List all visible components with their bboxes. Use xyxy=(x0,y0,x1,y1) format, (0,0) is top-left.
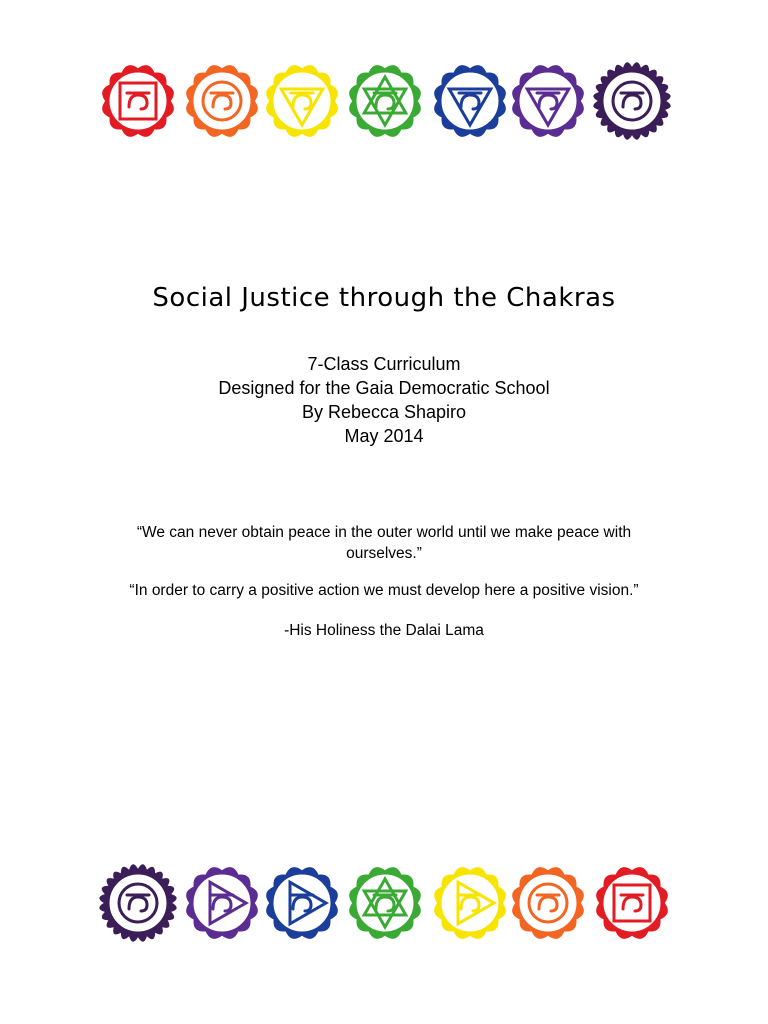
curriculum-line: 7-Class Curriculum xyxy=(307,354,461,374)
date-line: May 2014 xyxy=(344,426,424,446)
bottom-chakra-row xyxy=(0,853,768,953)
root-chakra-icon xyxy=(596,867,668,939)
sacral-chakra-icon xyxy=(186,65,258,137)
crown-chakra-icon xyxy=(593,62,670,139)
quote-attribution: -His Holiness the Dalai Lama xyxy=(284,622,484,639)
quote-2: “In order to carry a positive action we must develop here a positive vision.” xyxy=(129,582,639,599)
quote-1: “We can never obtain peace in the outer world until we make peace with ourselves.” xyxy=(136,524,632,562)
third-eye-chakra-icon xyxy=(186,867,258,939)
top-chakra-row xyxy=(0,51,768,151)
heart-chakra-icon xyxy=(349,65,421,137)
document-info xyxy=(0,352,768,448)
root-chakra-icon xyxy=(102,65,174,137)
throat-chakra-icon xyxy=(266,867,338,939)
chakra-row-svg xyxy=(0,853,768,953)
third-eye-chakra-icon xyxy=(512,65,584,137)
heart-chakra-icon xyxy=(349,867,421,939)
solar-plexus-chakra-icon xyxy=(266,65,338,137)
crown-chakra-icon xyxy=(99,864,176,941)
chakra-row-svg xyxy=(0,51,768,151)
school-line: Designed for the Gaia Democratic School xyxy=(218,378,550,398)
document-title: Social Justice through the Chakras xyxy=(152,283,616,313)
author-line: By Rebecca Shapiro xyxy=(301,402,467,422)
sacral-chakra-icon xyxy=(512,867,584,939)
throat-chakra-icon xyxy=(434,65,506,137)
solar-plexus-chakra-icon xyxy=(434,867,506,939)
